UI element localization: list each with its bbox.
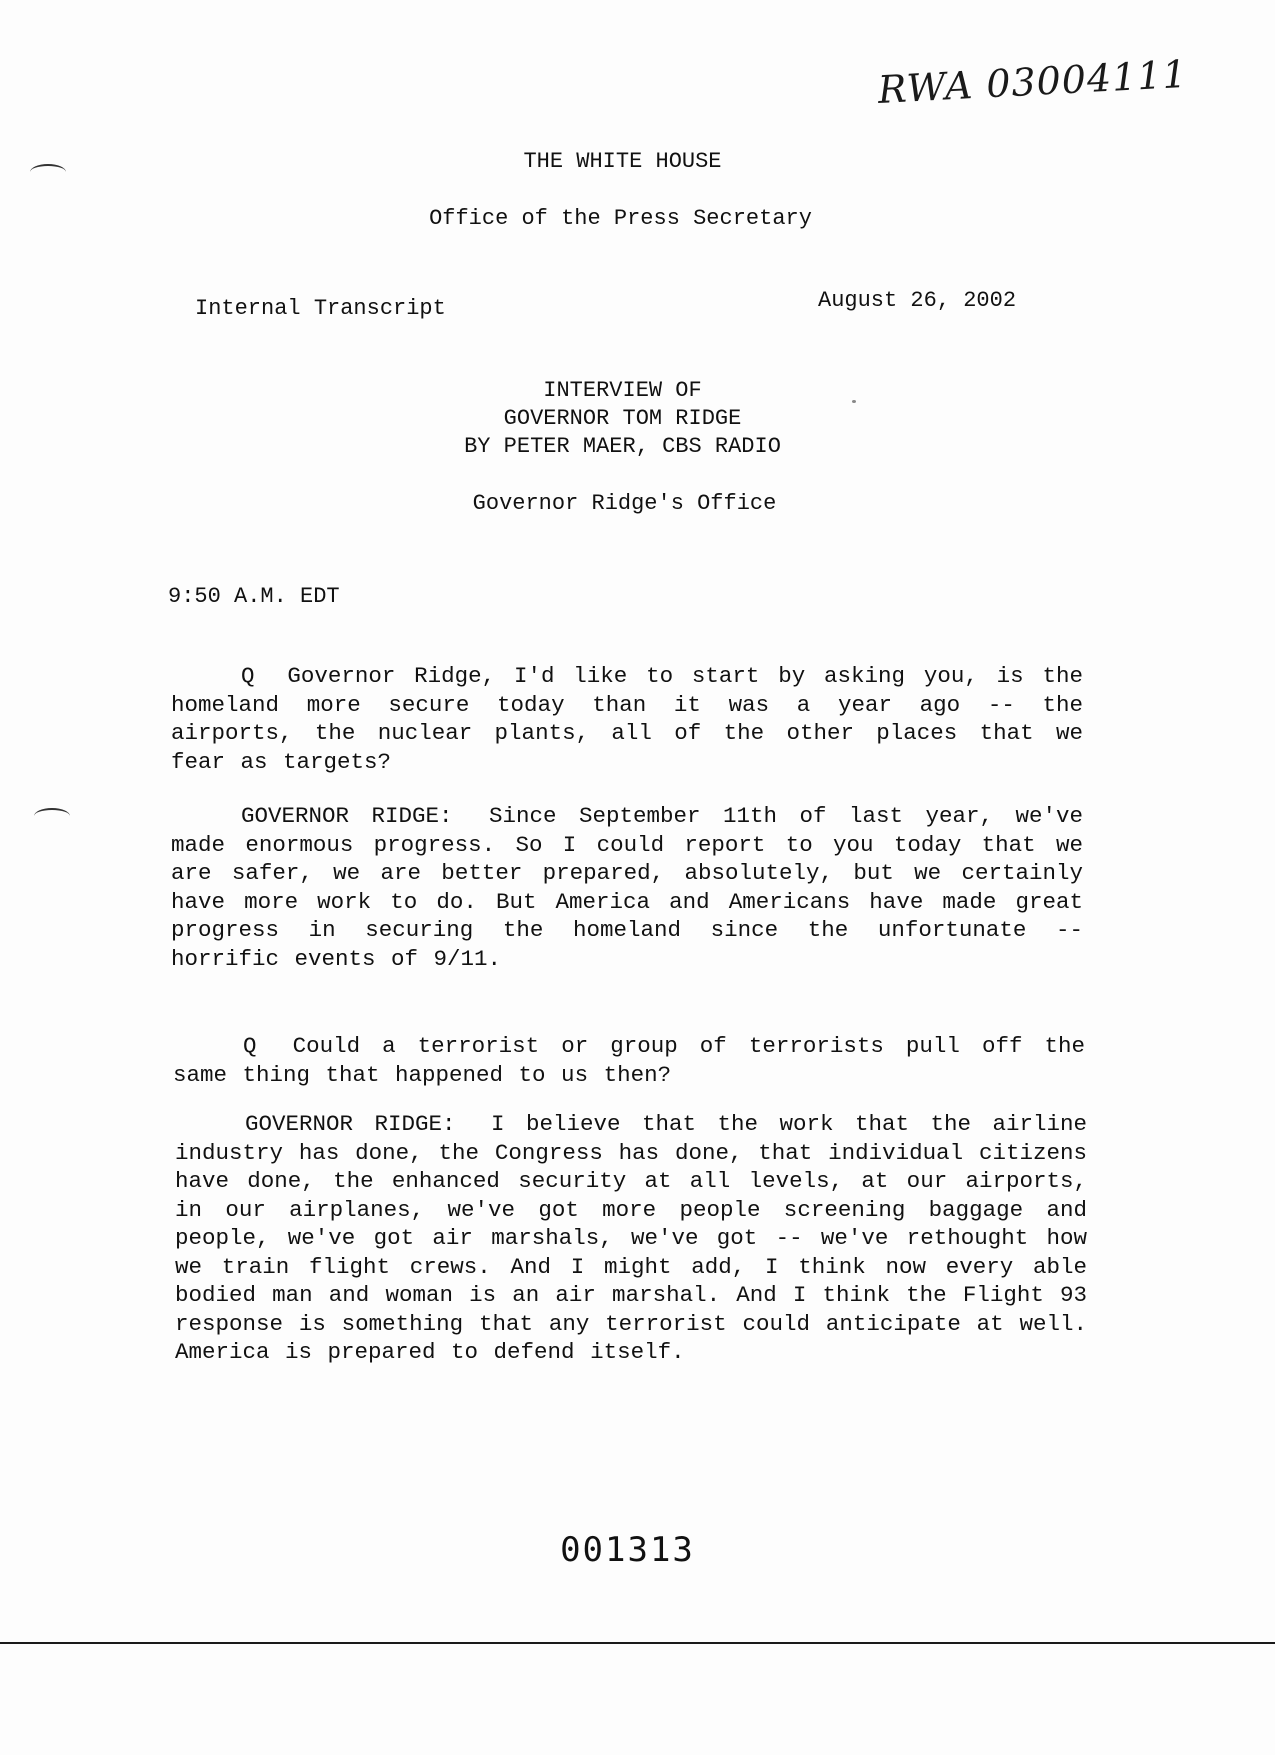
office-heading: Office of the Press Secretary xyxy=(429,206,812,231)
title-line-3: BY PETER MAER, CBS RADIO xyxy=(464,434,781,459)
interview-title xyxy=(0,377,1245,461)
answer-2 xyxy=(175,1110,1087,1367)
answer-text: Since September 11th of last year, we've made enormous progress. So I could report to you today that we are safer, we are better prepared, absolutely, but we certainly have more work to do. But America and Americans have made great progress in securing the homeland since the unfortunate -- horrific events of 9/11. xyxy=(171,803,1083,972)
page-bottom-edge xyxy=(0,1642,1275,1644)
speaker-label: Q xyxy=(241,663,255,689)
question-2 xyxy=(173,1032,1085,1089)
interview-location: Governor Ridge's Office xyxy=(472,491,777,516)
org-heading: THE WHITE HOUSE xyxy=(523,149,722,174)
question-1 xyxy=(171,662,1083,776)
question-text: Governor Ridge, I'd like to start by asking you, is the homeland more secure today than it was a year ago -- the airports, the nuclear plants, all of the other places that we fear as targets? xyxy=(171,663,1083,775)
answer-1 xyxy=(171,802,1083,973)
document-date: August 26, 2002 xyxy=(818,288,1017,313)
document-type: Internal Transcript xyxy=(195,296,446,321)
punch-mark-middle xyxy=(34,808,70,824)
question-text: Could a terrorist or group of terrorists pull off the same thing that happened to us then? xyxy=(173,1033,1085,1088)
title-line-1: INTERVIEW OF xyxy=(543,378,702,403)
answer-text: I believe that the work that the airline industry has done, the Congress has done, that individual citizens have done, the enhanced security at all levels, at our airports, in our airplanes, we've got more people screening baggage and people, we've got air marshals, we've got -- we've rethought how we train flight crews. And I might add, I think now every able bodied man and woman is an air marshal. And I think the Flight 93 response is something that any terrorist could anticipate at well. America is prepared to defend itself. xyxy=(175,1111,1087,1365)
speaker-label: GOVERNOR RIDGE: xyxy=(241,803,453,829)
handwritten-document-id: RWA 03004111 xyxy=(876,51,1189,112)
speaker-label: Q xyxy=(243,1033,257,1059)
interview-time: 9:50 A.M. EDT xyxy=(168,584,340,609)
title-line-2: GOVERNOR TOM RIDGE xyxy=(503,406,742,431)
speaker-label: GOVERNOR RIDGE: xyxy=(245,1111,456,1137)
bates-page-number: 001313 xyxy=(560,1530,695,1570)
